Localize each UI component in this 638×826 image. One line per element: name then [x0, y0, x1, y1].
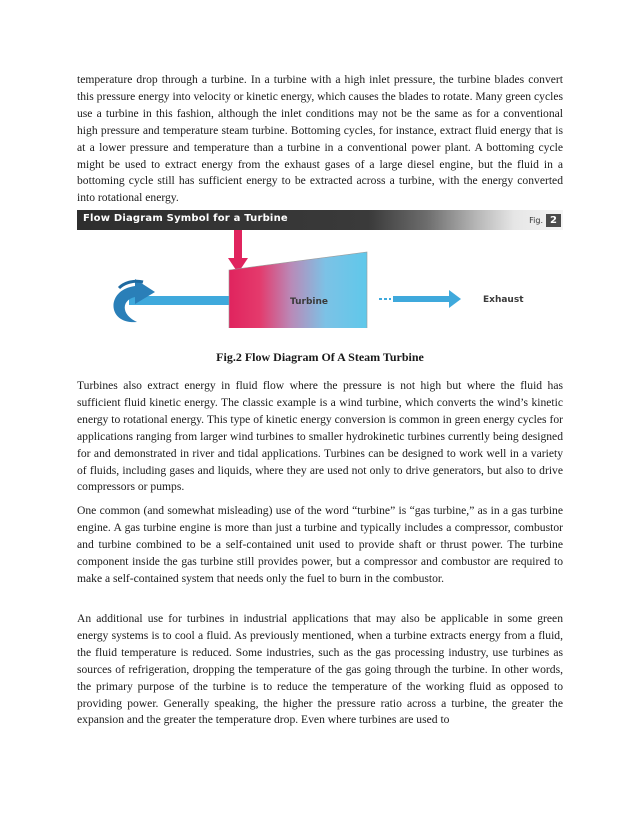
figure-header-bar [77, 210, 563, 230]
turbine-label: Turbine [289, 297, 329, 307]
figure-tag [529, 211, 561, 229]
exhaust-arrow-icon [379, 290, 461, 308]
paragraph-3: One common (and somewhat misleading) use of the word “turbine” is “gas turbine,” as in a gas turbine engine. A gas turbine engine is more than just a turbine and typically includes a compressor, combustor and turbine combined to be a self-contained unit used to provide shaft or thrust power. The turbine component inside the gas turbine still provides power, but a compressor and combustor are required to make a self-contained system that needs only the fuel to burn in the combustor. [77, 504, 563, 585]
figure-tag-label: Fig. [529, 215, 544, 225]
turbine-flow-figure [77, 210, 563, 328]
paragraph-2: Turbines also extract energy in fluid flow where the pressure is not high but where the fluid has sufficient fluid kinetic energy. The classic example is a wind turbine, which converts the wind’s kinetic energy to rotational energy. This type of kinetic energy conversion is common in green energy cycles for applications ranging from larger wind turbines to smaller hydrokinetic turbines currently being designed for and demonstrated in river and tidal applications. Turbines can be designed to work well in a variety of fluids, including gases and liquids, where they are used not only to drive generators, but also to drive compressors or pumps. [77, 379, 563, 494]
turbine-body [229, 252, 367, 328]
paragraph-4: An additional use for turbines in industrial applications that may also be applicable in some green energy systems is to cool a fluid. As previously mentioned, when a turbine extracts energy from a fluid, the fluid temperature is reduced. Some industries, such as the gas processing industry, use turbines as sources of refrigeration, dropping the temperature of the gas going through the turbine. In other words, the primary purpose of the turbine is to reduce the temperature of the working fluid as opposed to providing power. Generally speaking, the higher the pressure ratio across a turbine, the greater the expansion and the greater the temperature drop. Even where turbines are used to [77, 612, 563, 727]
turbine-diagram [77, 230, 563, 328]
paragraph-1: temperature drop through a turbine. In a turbine with a high inlet pressure, the turbine blades convert this pressure energy into velocity or kinetic energy, which causes the blades to rotate. Many green cycles use a turbine in this fashion, although the inlet conditions may not be the same as for a conventional high pressure and temperature steam turbine. Bottoming cycles, for instance, extract fluid energy that is at a lower pressure and temperature than a turbine in a conventional power plant. A bottoming cycle might be used to extract energy from the exhaust gases of a large diesel engine, but the fluid in a bottoming cycle still has sufficient energy to be extracted across a turbine, with the energy converted into rotational energy. [77, 73, 563, 205]
inlet-arrow-icon [228, 230, 248, 273]
figure-header-title: Flow Diagram Symbol for a Turbine [83, 213, 288, 224]
exhaust-label: Exhaust [483, 295, 524, 305]
figure-tag-number: 2 [546, 214, 561, 227]
figure-caption: Fig.2 Flow Diagram Of A Steam Turbine [216, 350, 424, 364]
